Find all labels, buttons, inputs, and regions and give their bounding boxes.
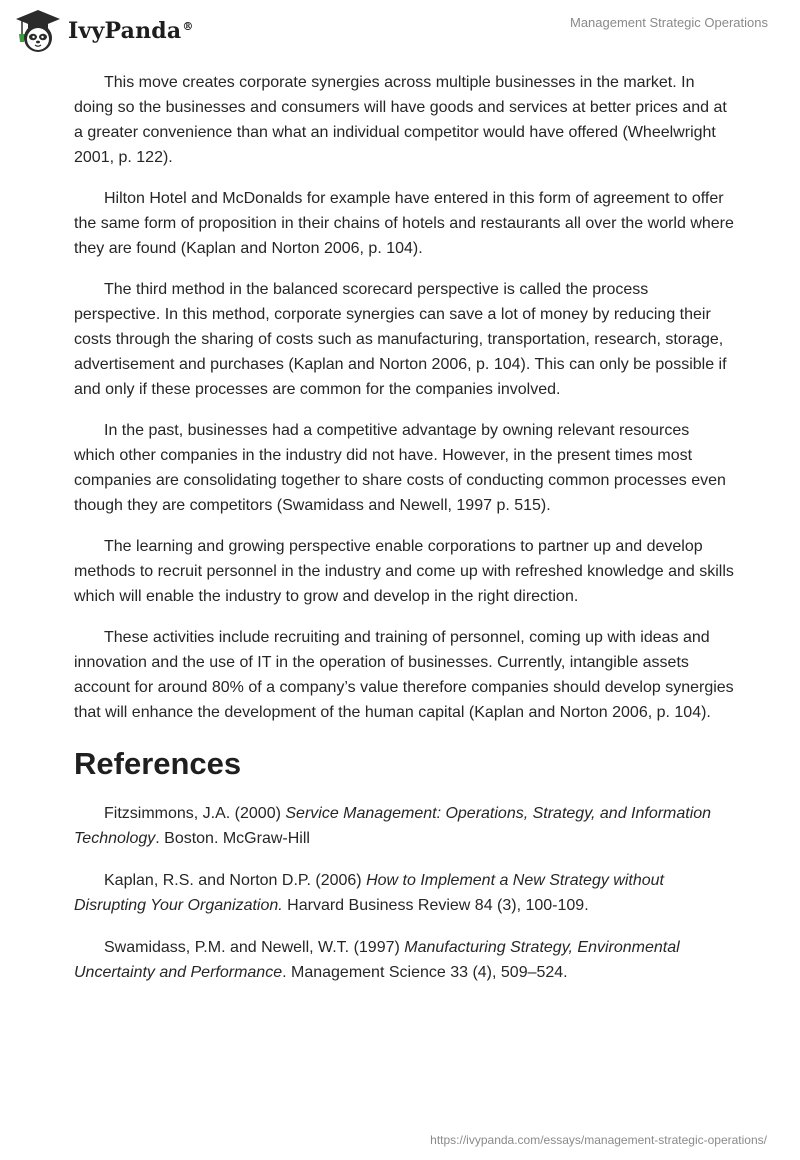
paragraph: These activities include recruiting and training of personnel, coming up with ideas and innovation and the use of IT in the operation of businesses. Currently, intangible assets account for around 80% of a company’s value therefore companies should develop synergies that will enhance the development of the human capital (Kaplan and Norton 2006, p. 104). — [74, 629, 734, 721]
references-heading: References — [74, 746, 242, 781]
brand-name: IvyPanda® — [68, 18, 194, 44]
paragraph: In the past, businesses had a competitive advantage by owning relevant resources which other companies in the industry did not have. However, in the present times most companies are consolidating together to share costs of conducting common processes even though they are competitors (Swamidass and Newell, 1997 p. 515). — [74, 422, 726, 514]
reference-item: Swamidass, P.M. and Newell, W.T. (1997) Manufacturing Strategy, Environmental Uncertainty and Performance. Management Science 33 (4), 509–524. — [74, 939, 680, 981]
paragraph: Hilton Hotel and McDonalds for example have entered in this form of agreement to offer the same form of proposition in their chains of hotels and restaurants all over the world where they are found (Kaplan and Norton 2006, p. 104). — [74, 190, 734, 257]
panda-graduate-icon — [14, 8, 62, 54]
reference-item: Fitzsimmons, J.A. (2000) Service Management: Operations, Strategy, and Information Technology. Boston. McGraw-Hill — [74, 805, 712, 847]
page-header — [0, 0, 800, 64]
document-title: Management Strategic Operations — [570, 15, 768, 30]
paragraph: The learning and growing perspective enable corporations to partner up and develop methods to recruit personnel in the industry and come up with refreshed knowledge and skills which will enable the industry to grow and develop in the right direction. — [74, 538, 734, 605]
reference-item: Kaplan, R.S. and Norton D.P. (2006) How to Implement a New Strategy without Disrupting Your Organization. Harvard Business Review 84 (3), 100-109. — [74, 872, 664, 914]
source-url[interactable]: https://ivypanda.com/essays/management-strategic-operations/ — [430, 1133, 767, 1147]
paragraph: This move creates corporate synergies across multiple businesses in the market. In doing so the businesses and consumers will have goods and services at better prices and at a greater convenience than what an individual competitor would have offered (Wheelwright 2001, p. 122). — [74, 74, 727, 166]
logo[interactable] — [14, 8, 194, 54]
paragraph: The third method in the balanced scorecard perspective is called the process perspective. In this method, corporate synergies can save a lot of money by reducing their costs through the sharing of costs such as manufacturing, transportation, research, storage, advertisement and purchases (Kaplan and Norton 2006, p. 104). This can only be possible if and only if these processes are common for the companies involved. — [74, 281, 727, 398]
essay-body — [74, 70, 734, 1002]
